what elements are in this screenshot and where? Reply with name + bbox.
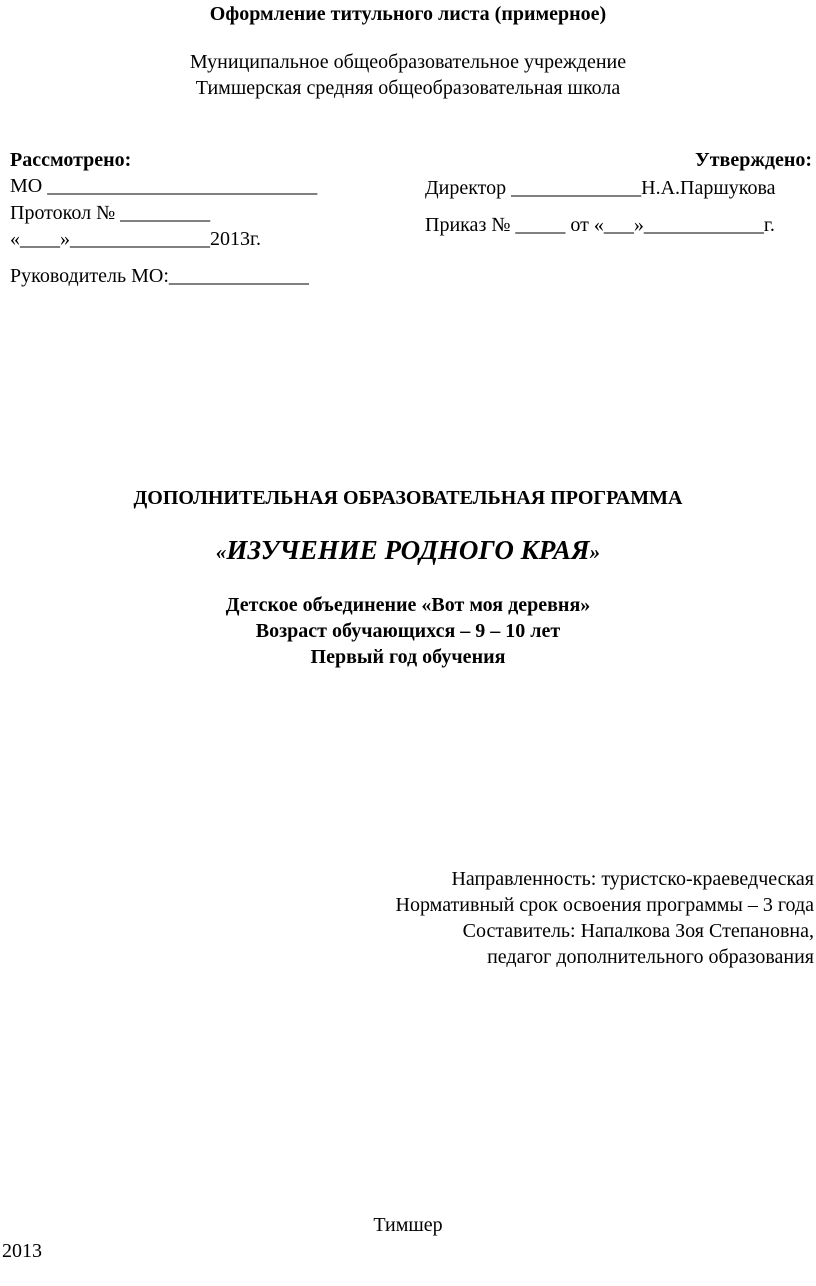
details-direction: Направленность: туристско-краеведческая — [451, 868, 814, 890]
approved-heading: Утверждено: — [695, 149, 812, 171]
considered-heading: Рассмотрено: — [10, 149, 132, 171]
program-kind: ДОПОЛНИТЕЛЬНАЯ ОБРАЗОВАТЕЛЬНАЯ ПРОГРАММА — [133, 487, 683, 509]
program-name-quote-open: « — [215, 540, 227, 564]
institution-line-1: Муниципальное общеобразовательное учреждение — [189, 51, 627, 73]
program-year: Первый год обучения — [310, 646, 506, 668]
program-name — [0, 534, 816, 568]
page-title: Оформление титульного листа (примерное) — [209, 3, 607, 25]
details-term: Нормативный срок освоения программы – 3 года — [395, 894, 814, 916]
footer-place: Тимшер — [373, 1214, 443, 1236]
footer-year: 2013 — [2, 1240, 42, 1262]
details-author-role: педагог дополнительного образования — [487, 946, 814, 968]
institution-line-2: Тимшерская средняя общеобразовательная школа — [195, 77, 621, 99]
approved-order-line: Приказ № _____ от «___»____________г. — [425, 214, 775, 236]
approved-director-line: Директор _____________Н.А.Паршукова — [425, 177, 776, 199]
considered-protocol-line: Протокол № _________ — [10, 202, 211, 224]
program-name-text: ИЗУЧЕНИЕ РОДНОГО КРАЯ — [226, 535, 590, 565]
program-association: Детское объединение «Вот моя деревня» — [225, 594, 591, 616]
considered-date-line: «____»______________2013г. — [10, 228, 261, 250]
program-age: Возраст обучающихся – 9 – 10 лет — [255, 620, 561, 642]
details-author: Составитель: Напалкова Зоя Степановна, — [462, 920, 814, 942]
considered-head-line: Руководитель МО:______________ — [10, 265, 309, 287]
program-name-quote-close: » — [589, 540, 601, 564]
considered-mo-line: МО ___________________________ — [10, 175, 318, 197]
